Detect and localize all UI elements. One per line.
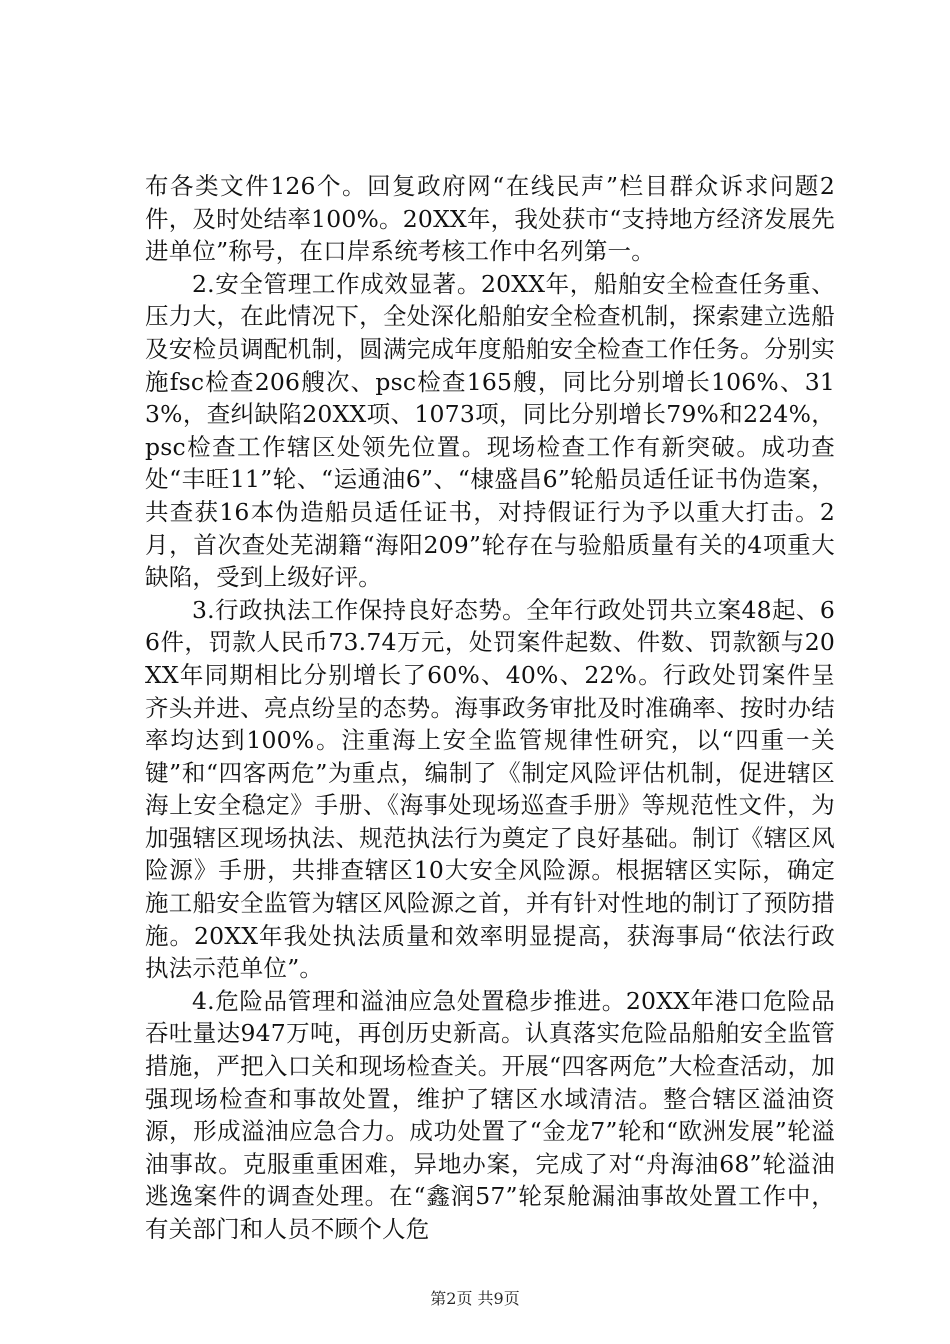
paragraph-2: 2.安全管理工作成效显著。20XX年，船舶安全检查任务重、压力大，在此情况下，全处深化船舶安全检查机制，探索建立选船及安检员调配机制，圆满完成年度船舶安全检查工作任务。分别实施fsc检查206艘次、psc检查165艘，同比分别增长106%、313%，查纠缺陷20XX项、1073项，同比分别增长79%和224%，psc检查工作辖区处领先位置。现场检查工作有新突破。成功查处“丰旺11”轮、“运通油6”、“棣盛昌6”轮船员适任证书伪造案，共查获16本伪造船员适任证书，对持假证行为予以重大打击。2月，首次查处芜湖籍“海阳209”轮存在与验船质量有关的4项重大缺陷，受到上级好评。 [145,269,835,592]
document-body [145,170,835,1246]
paragraph-4: 4.危险品管理和溢油应急处置稳步推进。20XX年港口危险品吞吐量达947万吨，再创历史新高。认真落实危险品船舶安全监管措施，严把入口关和现场检查关。开展“四客两危”大检查活动，加强现场检查和事故处置，维护了辖区水域清洁。整合辖区溢油资源，形成溢油应急合力。成功处置了“金龙7”轮和“欧洲发展”轮溢油事故。克服重重困难，异地办案，完成了对“舟海油68”轮溢油逃逸案件的调查处理。在“鑫润57”轮泵舱漏油事故处置工作中，有关部门和人员不顾个人危 [145,986,835,1243]
paragraph-3: 3.行政执法工作保持良好态势。全年行政处罚共立案48起、66件，罚款人民币73.74万元，处罚案件起数、件数、罚款额与20XX年同期相比分别增长了60%、40%、22%。行政处罚案件呈齐头并进、亮点纷呈的态势。海事政务审批及时准确率、按时办结率均达到100%。注重海上安全监管规律性研究，以“四重一关键”和“四客两危”为重点，编制了《制定风险评估机制，促进辖区海上安全稳定》手册、《海事处现场巡查手册》等规范性文件，为加强辖区现场执法、规范执法行为奠定了良好基础。制订《辖区风险源》手册，共排查辖区10大安全风险源。根据辖区实际，确定施工船安全监管为辖区风险源之首，并有针对性地的制订了预防措施。20XX年我处执法质量和效率明显提高，获海事局“依法行政执法示范单位”。 [145,595,835,983]
page-number-footer: 第2页 共9页 [430,1289,520,1308]
paragraph-1: 布各类文件126个。回复政府网“在线民声”栏目群众诉求问题2件，及时处结率100%。20XX年，我处获市“支持地方经济发展先进单位”称号，在口岸系统考核工作中名列第一。 [145,172,835,266]
